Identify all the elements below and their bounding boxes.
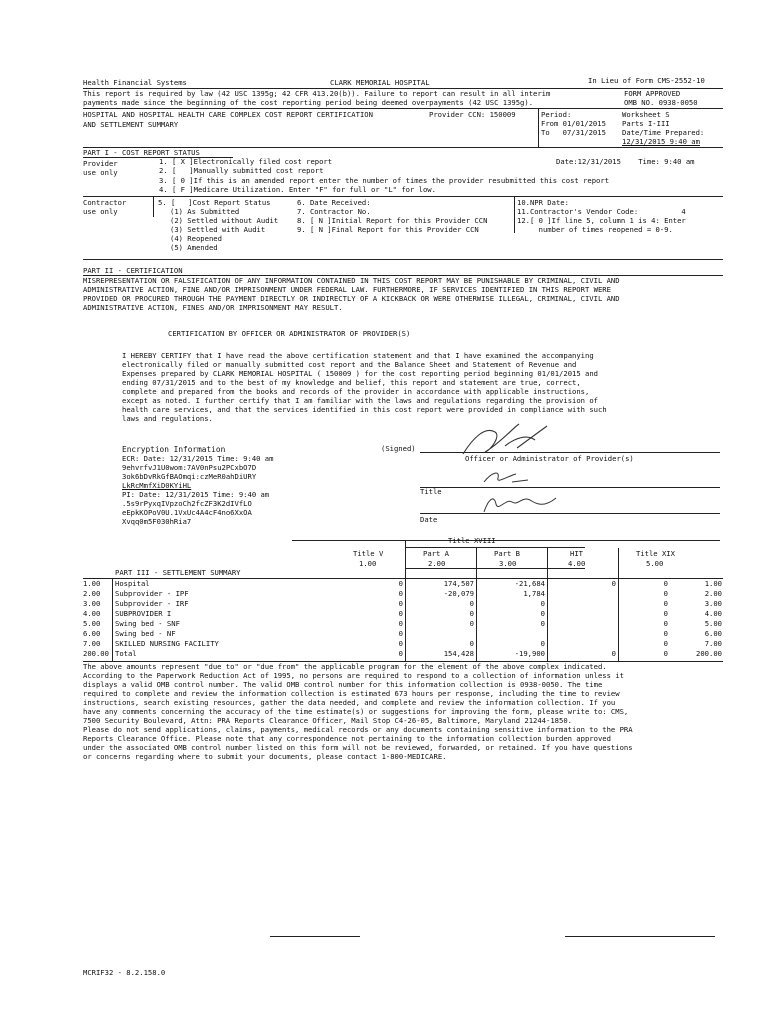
contractor-field: 7. Contractor No. — [297, 207, 371, 216]
provider-use-label: Provider — [83, 159, 118, 168]
encryption-line: 9ehvrfvJ1U0wom:7AV0nPsu2PCxbO7D — [122, 463, 257, 472]
row-value: 0 — [663, 619, 668, 628]
row-value: 154,428 — [443, 649, 474, 658]
law-line-2: payments made since the beginning of the cost reporting period being deemed overpayments (42 USC 1395g). — [83, 98, 534, 107]
part3-heading: PART III - SETTLEMENT SUMMARY — [115, 568, 241, 577]
row-value: 0 — [611, 579, 616, 588]
provider-ccn: Provider CCN: 150009 — [429, 110, 516, 119]
status-option: (3) Settled with Audit — [170, 225, 266, 234]
row-label: Swing bed - NF — [115, 629, 176, 638]
vendor-code: 11.Contractor's Vendor Code: 4 — [517, 207, 686, 216]
law-line-1: This report is required by law (42 USC 1395g; 42 CFR 413.20(b)). Failure to report can result in all interim — [83, 89, 551, 98]
row-line-number-right: 5.00 — [704, 619, 722, 628]
reopened-field: number of times reopened = 0-9. — [517, 225, 673, 234]
encryption-line: Xvqq0m5F030hRia7 — [122, 517, 192, 526]
report-title-2: AND SETTLEMENT SUMMARY — [83, 120, 179, 129]
cert-line: except as noted. I further certify that I am familiar with the laws and regulations regarding the provision of — [122, 396, 598, 405]
row-label: Subprovider - IRF — [115, 599, 189, 608]
encryption-line: PI: Date: 12/31/2015 Time: 9:40 am — [122, 490, 270, 499]
date-prepared-value: 12/31/2015 9:40 am — [622, 137, 700, 146]
contractor-field: 9. [ N ]Final Report for this Provider CCN — [297, 225, 479, 234]
row-value: 0 — [540, 609, 545, 618]
npr-date: 10.NPR Date: — [517, 198, 569, 207]
footer-line: The above amounts represent "due to" or "due from" the applicable program for the element of the above complex indicated. — [83, 662, 607, 671]
row-line-number: 1.00 — [83, 579, 101, 588]
period-to: To 07/31/2015 — [541, 128, 606, 137]
footer-line: According to the Paperwork Reduction Act of 1995, no persons are required to respond to a collection of information unless it — [83, 671, 624, 680]
encryption-line: .5s9rPyxqIVpzoCh2fcZF3K2dIVfLO — [122, 499, 252, 508]
footer-line: 7500 Security Boulevard, Attn: PRA Reports Clearance Officer, Mail Stop C4-26-05, Baltimore, Maryland 21244-1850. — [83, 716, 572, 725]
colnum: 3.00 — [499, 559, 517, 568]
cost-report-status: 5. [ ]Cost Report Status — [158, 198, 271, 207]
provider-use-label-2: use only — [83, 168, 118, 177]
row-value: 0 — [398, 589, 403, 598]
col-part-a: Part A — [423, 549, 449, 558]
omb-number: OMB NO. 0938-0050 — [624, 98, 698, 107]
row-label: SKILLED NURSING FACILITY — [115, 639, 219, 648]
col-part-b: Part B — [494, 549, 520, 558]
row-line-number: 3.00 — [83, 599, 101, 608]
row-value: 0 — [398, 609, 403, 618]
row-label: Subprovider - IPF — [115, 589, 189, 598]
row-value: 0 — [398, 599, 403, 608]
footer-line: Reports Clearance Office. Please note that any correspondence not pertaining to the information collection burden approved — [83, 734, 611, 743]
date-label: Date — [420, 515, 438, 524]
report-title-1: HOSPITAL AND HOSPITAL HEALTH CARE COMPLEX COST REPORT CERTIFICATION — [83, 110, 373, 119]
cert-line: complete and prepared from the books and records of the provider in accordance with applicable instructions, — [122, 387, 590, 396]
row-value: -20,079 — [443, 589, 474, 598]
colnum: 4.00 — [568, 559, 586, 568]
form-approved: FORM APPROVED — [624, 89, 681, 98]
period-from: From 01/01/2015 — [541, 119, 606, 128]
software-version: MCRIF32 - 8.2.158.0 — [83, 968, 166, 977]
warning-line: ADMINISTRATIVE ACTION, FINES AND/OR IMPRISONMENT MAY RESULT. — [83, 303, 343, 312]
row-value: 174,507 — [443, 579, 474, 588]
cert-line: ending 07/31/2015 and to the best of my knowledge and belief, this report and statement are true, correct, — [122, 378, 581, 387]
encryption-line: LkRcMmfXiD0KYiHL — [122, 481, 192, 490]
title-handwriting — [478, 466, 538, 488]
row-line-number: 7.00 — [83, 639, 101, 648]
certification-title: CERTIFICATION BY OFFICER OR ADMINISTRATOR OF PROVIDER(S) — [168, 329, 411, 338]
row-value: 0 — [663, 629, 668, 638]
worksheet-parts: Parts I-III — [622, 119, 670, 128]
cert-line: health care services, and that the services identified in this cost report were provided in compliance with such — [122, 405, 607, 414]
date-prepared-label: Date/Time Prepared: — [622, 128, 705, 137]
status-line: 1. [ X ]Electronically filed cost report — [159, 157, 333, 166]
cert-line: Expenses prepared by CLARK MEMORIAL HOSPITAL ( 150009 ) for the cost reporting period beginning 01/01/2015 and — [122, 369, 598, 378]
part2-heading: PART II - CERTIFICATION — [83, 266, 183, 275]
row-label: Hospital — [115, 579, 150, 588]
part1-heading: PART I - COST REPORT STATUS — [83, 148, 200, 157]
row-line-number: 5.00 — [83, 619, 101, 628]
row-value: 0 — [398, 629, 403, 638]
row-value: 0 — [398, 619, 403, 628]
row-label: Total — [115, 649, 137, 658]
form-reference: In Lieu of Form CMS-2552-10 — [588, 76, 705, 85]
encryption-line: 3ok6bDvRkGfBAOmqi:czMeR0ahDiURY — [122, 472, 257, 481]
footer-line: have any comments concerning the accuracy of the time estimate(s) or suggestions for improving the form, please write to: CMS, — [83, 707, 629, 716]
row-value: 0 — [398, 649, 403, 658]
row-value: 0 — [469, 639, 474, 648]
encryption-title: Encryption Information — [122, 445, 226, 454]
row-line-number-right: 3.00 — [704, 599, 722, 608]
contractor-use-label-2: use only — [83, 207, 118, 216]
colnum: 2.00 — [428, 559, 446, 568]
signed-label: (Signed) — [381, 444, 416, 453]
colnum: 5.00 — [646, 559, 664, 568]
footer-line: under the associated OMB control number listed on this form will not be reviewed, forwarded, or retained. If you have questions — [83, 743, 633, 752]
footer-line: instructions, search existing resources, gather the data needed, and complete and review the information collection. If you — [83, 698, 616, 707]
row-line-number-right: 4.00 — [704, 609, 722, 618]
status-line: 3. [ 0 ]If this is an amended report enter the number of times the provider resubmitted this cost report — [159, 176, 610, 185]
row-value: 0 — [540, 599, 545, 608]
row-value: 0 — [398, 639, 403, 648]
row-value: 0 — [469, 609, 474, 618]
status-line: 4. [ F ]Medicare Utilization. Enter "F" for full or "L" for low. — [159, 185, 436, 194]
row-value: 0 — [398, 579, 403, 588]
row-value: 0 — [663, 609, 668, 618]
cert-line: electronically filed or manually submitted cost report and the Balance Sheet and Statement of Revenue and — [122, 360, 577, 369]
row-value: 0 — [611, 649, 616, 658]
software-name: Health Financial Systems — [83, 78, 187, 87]
contractor-field: 8. [ N ]Initial Report for this Provider CCN — [297, 216, 488, 225]
cert-line: laws and regulations. — [122, 414, 213, 423]
row-value: 0 — [663, 639, 668, 648]
cert-line: I HEREBY CERTIFY that I have read the above certification statement and that I have examined the accompanying — [122, 351, 594, 360]
row-value: 0 — [663, 579, 668, 588]
encryption-line: eEpkKOPoV0U.1VxUc4A4cF4no6XxOA — [122, 508, 252, 517]
row-value: 0 — [540, 639, 545, 648]
row-value: 0 — [663, 589, 668, 598]
period-label: Period: — [541, 110, 572, 119]
status-line: 2. [ ]Manually submitted cost report — [159, 166, 324, 175]
row-label: Swing bed - SNF — [115, 619, 180, 628]
row-value: 0 — [469, 599, 474, 608]
contractor-use-label: Contractor — [83, 198, 127, 207]
warning-line: MISREPRESENTATION OR FALSIFICATION OF ANY INFORMATION CONTAINED IN THIS COST REPORT MAY BE PUNISHABLE BY CRIMINAL, CIVIL AND — [83, 276, 620, 285]
row-value: 0 — [663, 599, 668, 608]
warning-line: PROVIDED OR PROCURED THROUGH THE PAYMENT DIRECTLY OR INDIRECTLY OF A KICKBACK OR WERE OTHERWISE ILLEGAL, CRIMINAL, CIVIL AND — [83, 294, 620, 303]
row-line-number-right: 1.00 — [704, 579, 722, 588]
row-value: -21,684 — [514, 579, 545, 588]
col-hit: HIT — [570, 549, 583, 558]
row-line-number-right: 200.00 — [696, 649, 722, 658]
row-line-number: 200.00 — [83, 649, 109, 658]
row-line-number: 2.00 — [83, 589, 101, 598]
row-line-number-right: 7.00 — [704, 639, 722, 648]
footer-line: required to complete and review the information collection is estimated 673 hours per response, including the time to review — [83, 689, 620, 698]
colnum: 1.00 — [359, 559, 377, 568]
title-label: Title — [420, 487, 442, 496]
provider-name: CLARK MEMORIAL HOSPITAL — [330, 78, 430, 87]
status-option: (2) Settled without Audit — [170, 216, 279, 225]
row-value: 0 — [469, 619, 474, 628]
status-option: (1) As Submitted — [170, 207, 240, 216]
row-value: -19,900 — [514, 649, 545, 658]
row-value: 0 — [663, 649, 668, 658]
footer-line: Please do not send applications, claims, payments, medical records or any documents containing sensitive information to the PRA — [83, 725, 633, 734]
reopened-field: 12.[ 0 ]If line 5, column 1 is 4: Enter — [517, 216, 686, 225]
col-title-xix: Title XIX — [636, 549, 675, 558]
status-option: (5) Amended — [170, 243, 218, 252]
row-value: 1,784 — [523, 589, 545, 598]
warning-line: ADMINISTRATIVE ACTION, FINE AND/OR IMPRISONMENT UNDER FEDERAL LAW. FURTHERMORE, IF SERVICES IDENTIFIED IN THIS REPORT WERE — [83, 285, 611, 294]
footer-line: displays a valid OMB control number. The valid OMB control number for this information collection is 0938-0050. The time — [83, 680, 603, 689]
worksheet-label: Worksheet S — [622, 110, 670, 119]
officer-label: Officer or Administrator of Provider(s) — [465, 454, 634, 463]
row-line-number: 6.00 — [83, 629, 101, 638]
row-value: 0 — [540, 619, 545, 628]
encryption-line: ECR: Date: 12/31/2015 Time: 9:40 am — [122, 454, 274, 463]
contractor-field: 6. Date Received: — [297, 198, 371, 207]
row-line-number-right: 2.00 — [704, 589, 722, 598]
col-title-v: Title V — [353, 549, 384, 558]
status-option: (4) Reopened — [170, 234, 222, 243]
row-line-number: 4.00 — [83, 609, 101, 618]
footer-line: or concerns regarding where to submit your documents, please contact 1-800-MEDICARE. — [83, 752, 447, 761]
title18-header: Title XVIII — [448, 536, 496, 545]
row-line-number-right: 6.00 — [704, 629, 722, 638]
filed-date-time: Date:12/31/2015 Time: 9:40 am — [556, 157, 695, 166]
row-label: SUBPROVIDER I — [115, 609, 172, 618]
